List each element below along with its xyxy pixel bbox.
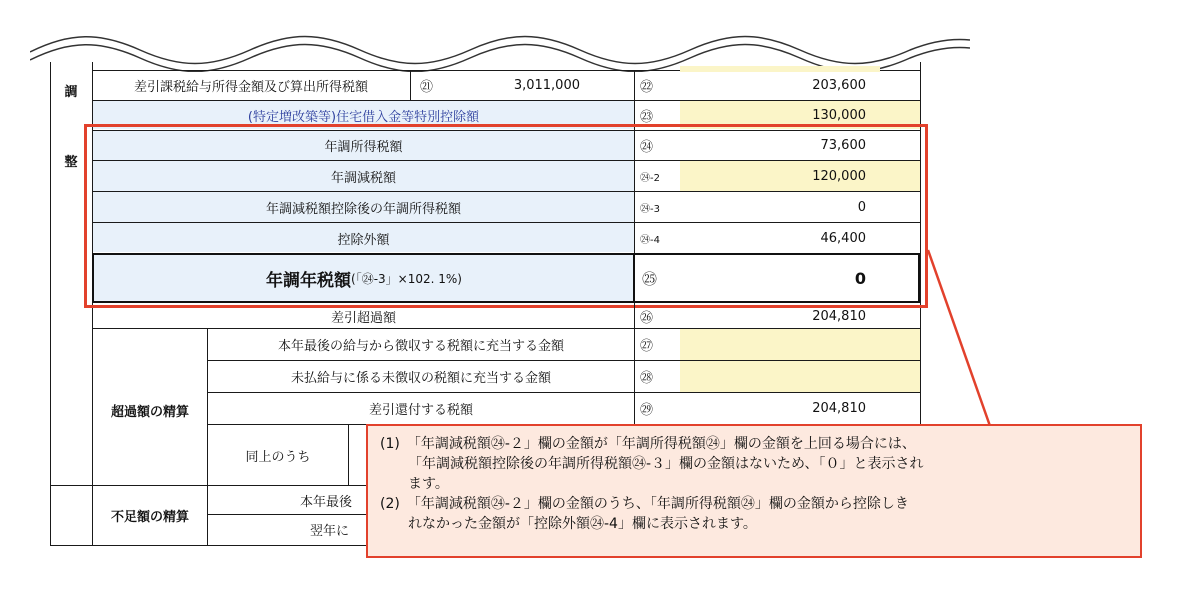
row24-4-value: 46,400 — [820, 230, 866, 246]
row25-value: 0 — [854, 268, 866, 288]
callout-line-4: (2) 「年調減税額㉔-２」欄の金額のうち、「年調所得税額㉔」欄の金額から控除しき — [380, 496, 909, 512]
callout-note — [366, 424, 1142, 558]
row26-value: 204,810 — [812, 308, 866, 324]
row21-mark: ㉑ — [420, 79, 434, 95]
row27-label: 本年最後の給与から徴収する税額に充当する金額 — [277, 339, 564, 354]
row23-label: (特定増改築等)住宅借入金等特別控除額 — [247, 109, 480, 125]
side-label-bottom: 整 — [64, 154, 78, 170]
row24-2-mark: ㉔-2 — [640, 172, 660, 184]
side-label-top: 調 — [64, 84, 78, 100]
same-above-label: 同上のうち — [245, 449, 311, 465]
row24-3-label: 年調減税額控除後の年調所得税額 — [265, 201, 461, 217]
row26-label: 差引超過額 — [330, 310, 396, 326]
row24-3-value: 0 — [857, 199, 866, 215]
row22-mark: ㉒ — [640, 79, 654, 95]
row28-mark: ㉘ — [640, 371, 654, 386]
row21-value: 3,011,000 — [513, 77, 580, 93]
shortage-row2-label: 翌年に — [310, 523, 350, 539]
row27-mark: ㉗ — [640, 339, 654, 354]
row29-mark: ㉙ — [640, 403, 654, 418]
callout-line-2: 「年調減税額控除後の年調所得税額㉔-３」欄の金額はないため、「０」と表示され — [408, 456, 924, 472]
callout-line-1: (1) 「年調減税額㉔-２」欄の金額が「年調所得税額㉔」欄の金額を上回る場合には、 — [380, 436, 916, 452]
row22-value: 203,600 — [812, 77, 866, 93]
row24-4-label: 控除外額 — [337, 232, 390, 248]
row25-label-sub: (「㉔-3」×102. 1%) — [351, 271, 462, 286]
group-shortage-label: 不足額の精算 — [110, 510, 189, 525]
group-excess-label: 超過額の精算 — [110, 404, 189, 420]
callout-line-5: れなかった金額が「控除外額㉔-4」欄に表示されます。 — [408, 516, 757, 532]
row24-value: 73,600 — [820, 137, 866, 153]
row24-3-mark: ㉔-3 — [640, 203, 660, 215]
row24-2-label: 年調減税額 — [330, 170, 396, 186]
row24-4-mark: ㉔-4 — [640, 234, 660, 246]
row25-label-main: 年調年税額 — [266, 270, 352, 291]
callout-line-3: ます。 — [408, 476, 449, 492]
row29-value: 204,810 — [812, 401, 866, 416]
row25-mark: ㉕ — [642, 269, 658, 288]
row24-2-value: 120,000 — [680, 161, 920, 191]
row26-mark: ㉖ — [640, 310, 654, 326]
row24-label: 年調所得税額 — [324, 139, 403, 155]
row23-value: 130,000 — [680, 101, 920, 129]
row24-mark: ㉔ — [640, 139, 654, 155]
row23-mark: ㉓ — [640, 109, 654, 125]
row29-label: 差引還付する税額 — [368, 403, 473, 418]
row28-label: 未払給与に係る未徴収の税額に充当する金額 — [290, 371, 551, 386]
row21-label: 差引課税給与所得金額及び算出所得税額 — [133, 79, 368, 95]
shortage-row1-label: 本年最後 — [300, 494, 353, 510]
